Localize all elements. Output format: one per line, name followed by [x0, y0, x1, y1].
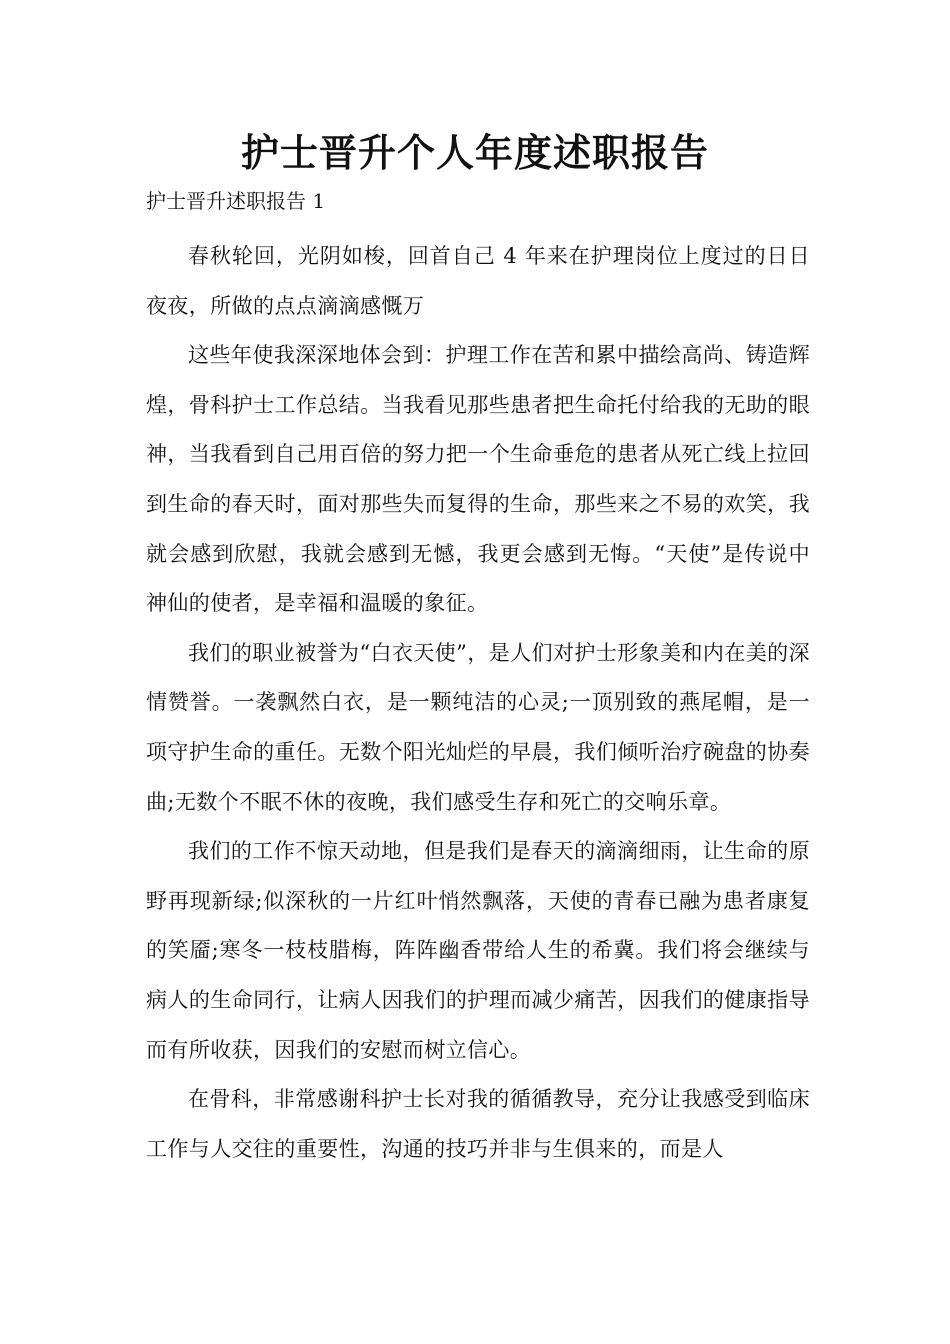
document-title: 护士晋升个人年度述职报告	[240, 130, 709, 175]
paragraph: 我们的职业被誉为“白衣天使”，是人们对护士形象美和内在美的深情赞誉。一袭飘然白衣，是一颗纯洁的心灵;一顶别致的燕尾帽，是一项守护生命的重任。无数个阳光灿烂的早晨，我们倾听治疗碗盘的协奏曲;无数个不眠不休的夜晚，我们感受生存和死亡的交响乐章。	[146, 640, 810, 814]
paragraph: 这些年使我深深地体会到：护理工作在苦和累中描绘高尚、铸造辉煌，骨科护士工作总结。当我看见那些患者把生命托付给我的无助的眼神，当我看到自己用百倍的努力把一个生命垂危的患者从死亡线上拉回到生命的春天时，面对那些失而复得的生命，那些来之不易的欢笑，我就会感到欣慰，我就会感到无憾，我更会感到无悔。“天使”是传说中神仙的使者，是幸福和温暖的象征。	[146, 343, 810, 616]
document-body	[146, 232, 810, 1174]
document-subtitle: 护士晋升述职报告 1	[146, 189, 326, 213]
paragraph: 我们的工作不惊天动地，但是我们是春天的滴滴细雨，让生命的原野再现新绿;似深秋的一片红叶悄然飘落，天使的青春已融为患者康复的笑靥;寒冬一枝枝腊梅，阵阵幽香带给人生的希冀。我们将会继续与病人的生命同行，让病人因我们的护理而减少痛苦，因我们的健康指导而有所收获，因我们的安慰而树立信心。	[146, 839, 810, 1062]
paragraph: 在骨科，非常感谢科护士长对我的循循教导，充分让我感受到临床工作与人交往的重要性，沟通的技巧并非与生俱来的，而是人	[146, 1087, 810, 1161]
paragraph: 春秋轮回，光阴如梭，回首自己 4 年来在护理岗位上度过的日日夜夜，所做的点点滴滴感慨万	[146, 244, 810, 318]
